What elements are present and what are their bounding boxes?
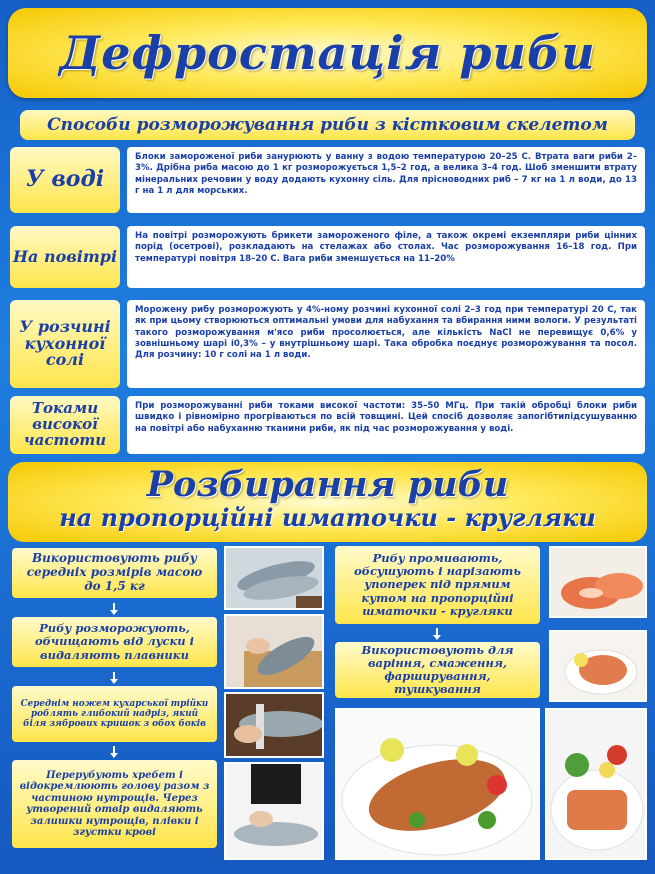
method-text-hf-current: При розморожуванні риби токами високої частоти: 35–50 МГц. При такій обробці блоки риби швидко і рівномірно прогріваються по всій товщині. Цей спосіб дозволяє запогібтипідсушуванню на повітрі або набуханню тканини риби, як під час розморожування у воді. — [127, 396, 645, 454]
photo-gutting-fish — [224, 762, 324, 860]
method-text-water: Блоки замороженої риби занурюють у ванну з водою температурою 20–25 С. Втрата ваги риби 2–3%. Дрібна риба масою до 1 кг розморожується 1,5–2 год, а велика 3–4 год. Шоб зменшити втрату мінеральних речовин у воду додають кухонну сіль. Для прісноводних риб – 7 кг на 1 л води, до 13 г на 1 л для морських. — [127, 147, 645, 213]
section2-title-banner — [8, 462, 647, 542]
photo-fish-steaks-raw — [549, 546, 647, 618]
left-step-1: Використовують рибу середніх розмірів масою до 1,5 кг — [12, 548, 217, 598]
section1-heading-bar — [20, 110, 635, 140]
arrow-down-icon — [110, 603, 118, 615]
method-label-salt-solution: У розчині кухонної солі — [10, 300, 120, 388]
main-title-banner — [8, 8, 647, 98]
arrow-down-icon — [110, 672, 118, 684]
right-step-2: Використовують для варіння, смаження, фарширування, тушкування — [335, 642, 540, 698]
method-text-salt-solution: Морожену рибу розморожують у 4%-ному розчині кухонної солі 2–3 год при температурі 20 С, так як при цьому створюються оптимальні умови для набухання та вбирання ними вологи. У результаті такого розморожування м'ясо риби просолюється, але кількість NaCl не перевищує 0,6% у зовнішньому шарі і0,3% – у внутрішньому шарі. Така обробка поєднує розморожування та посол. Для розчину: 10 г солі на 1 л води. — [127, 300, 645, 388]
arrow-down-icon — [110, 746, 118, 758]
arrow-down-icon — [433, 628, 441, 640]
photo-scaling-fish — [224, 614, 324, 689]
photo-cutting-fish — [224, 692, 324, 758]
left-step-3: Середнім ножем кухарської трійки роблять глибокий надріз, який біля зябрових кришок з обох боків — [12, 686, 217, 742]
method-label-hf-current: Токами високої частоти — [10, 396, 120, 454]
photo-fish-steak-grilled — [549, 630, 647, 702]
section1-heading: Способи розморожування риби з кістковим скелетом — [47, 115, 608, 135]
method-label-air: На повітрі — [10, 226, 120, 288]
section2-title: Розбирання риби — [146, 464, 509, 505]
method-text-air: На повітрі розморожують брикети замороженого філе, а також окремі екземпляри риби цінних порід (осетрові), розкладають на стелажах або столах. Час розморожування 16–18 год. При температурі повітря 18–20 С. Вага риби зменшується на 11–20% — [127, 226, 645, 288]
photo-baked-fish-dish — [335, 708, 540, 860]
right-step-1: Рибу промивають, обсушують і нарізають упоперек під прямим кутом на пропорційні шматочки - кругляки — [335, 546, 540, 624]
photo-whole-fish — [224, 546, 324, 610]
section2-subtitle: на пропорційні шматочки - кругляки — [59, 503, 596, 532]
method-label-water: У воді — [10, 147, 120, 213]
photo-fish-fillet-plate — [545, 708, 647, 860]
left-step-2: Рибу розморожують, обчищають від луски і видаляють плавники — [12, 617, 217, 667]
main-title: Дефростація риби — [59, 26, 596, 80]
left-step-4: Перерубують хребет і відокремлюють голову разом з частиною нутрощів. Через утворений отвір видаляють залишки нутрощів, плівки і згустки крові — [12, 760, 217, 848]
